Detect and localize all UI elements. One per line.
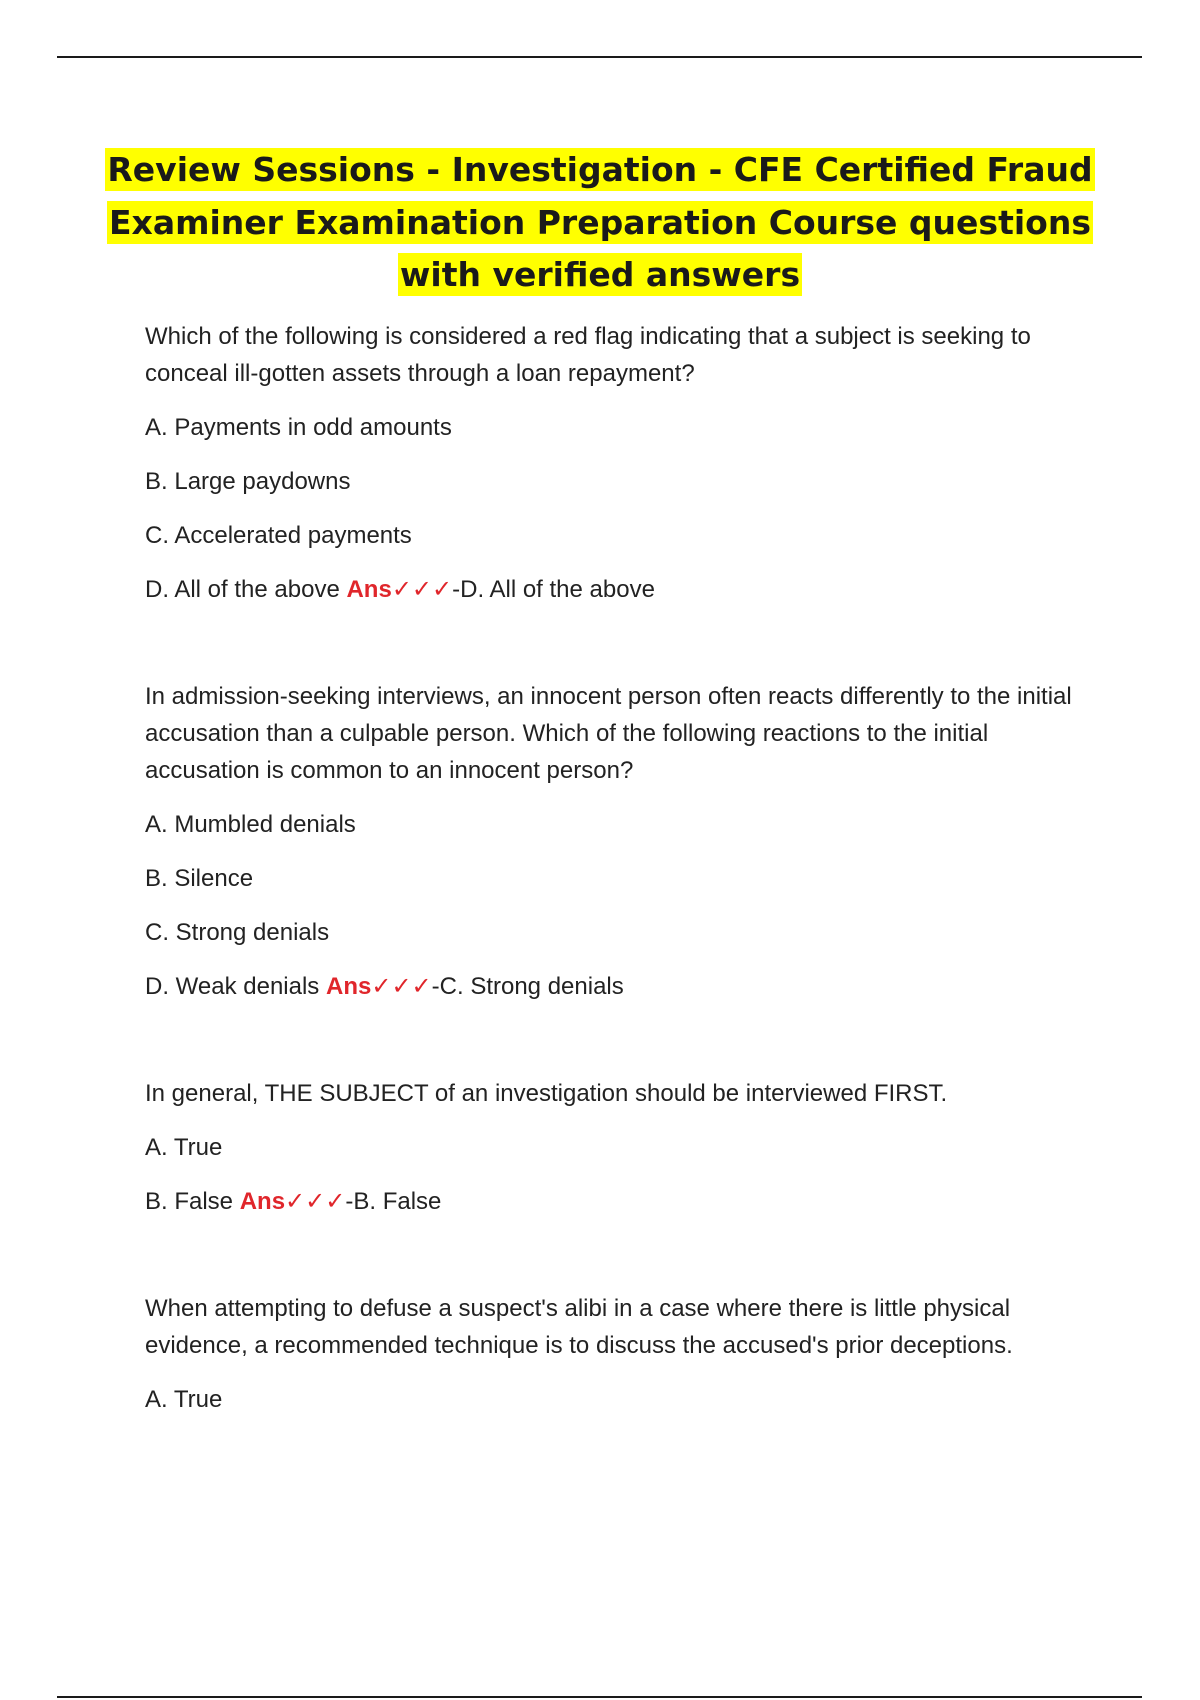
answer-text: -D. All of the above	[452, 576, 655, 603]
answer-text: -B. False	[345, 1188, 442, 1215]
question-gap	[145, 625, 1085, 678]
option-d-with-answer	[145, 968, 1085, 1005]
question-gap	[145, 1022, 1085, 1075]
option-b: B. Silence	[145, 865, 254, 892]
option-a: A. Payments in odd amounts	[145, 414, 452, 441]
option-c: C. Strong denials	[145, 919, 330, 946]
question-list	[145, 318, 1085, 1435]
question-text: When attempting to defuse a suspect's alibi in a case where there is little physical evidence, a recommended technique is to discuss the accused's prior deceptions.	[145, 1295, 1013, 1359]
title-line-1: Review Sessions - Investigation - CFE Certified Fraud	[107, 150, 1093, 189]
option-b: B. Large paydowns	[145, 468, 351, 495]
answer-text: -C. Strong denials	[431, 973, 624, 1000]
title-line-2: Examiner Examination Preparation Course questions	[109, 202, 1091, 242]
bottom-rule	[57, 1696, 1142, 1698]
answer-label: Ans	[325, 973, 372, 1000]
question-block-3	[145, 1075, 1085, 1220]
option-b: B. False	[145, 1188, 234, 1215]
answer-label: Ans	[239, 1188, 286, 1215]
option-a: A. Mumbled denials	[145, 811, 356, 838]
question-block-2	[145, 678, 1085, 1005]
question-text: In admission-seeking interviews, an innocent person often reacts differently to the initial accusation than a culpable person. Which of the following reactions to the initial accusation is common to an innocent person?	[145, 683, 1072, 784]
top-rule	[57, 56, 1142, 58]
question-text: Which of the following is considered a red flag indicating that a subject is seeking to conceal ill-gotten assets through a loan repayment?	[145, 323, 1031, 387]
question-block-4	[145, 1290, 1085, 1418]
option-d: D. Weak denials	[145, 973, 320, 1000]
question-gap	[145, 1237, 1085, 1290]
question-block-1	[145, 318, 1085, 608]
title-line-3: with verified answers	[399, 255, 801, 294]
option-c: C. Accelerated payments	[145, 522, 412, 549]
option-a: A. True	[145, 1386, 223, 1413]
option-d-with-answer	[145, 571, 1085, 608]
checkmark-icon: ✓✓✓	[371, 973, 432, 1000]
option-a: A. True	[145, 1134, 223, 1161]
answer-label: Ans	[346, 576, 392, 603]
option-b-with-answer	[145, 1183, 1085, 1220]
checkmark-icon: ✓✓✓	[391, 576, 453, 603]
option-d: D. All of the above	[145, 576, 340, 603]
document-title	[80, 144, 1120, 302]
question-text: In general, THE SUBJECT of an investigation should be interviewed FIRST.	[145, 1080, 948, 1107]
checkmark-icon: ✓✓✓	[285, 1188, 346, 1215]
